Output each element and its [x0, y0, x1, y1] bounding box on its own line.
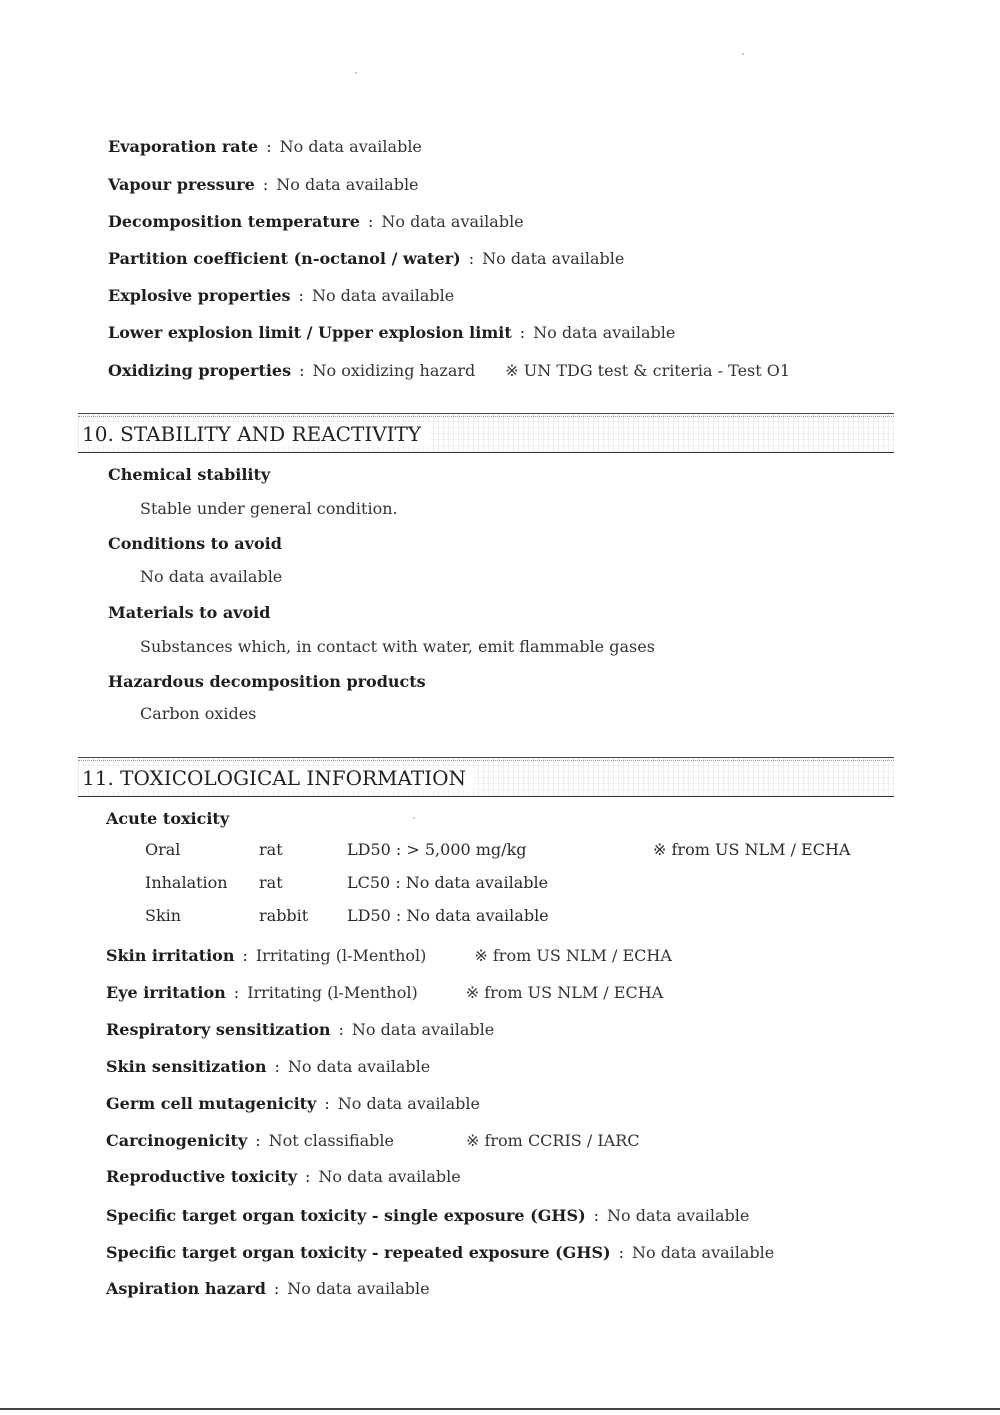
- property-value: No data available: [279, 137, 422, 156]
- property-label: Explosive properties: [108, 286, 291, 305]
- species-cell: rat: [259, 840, 283, 859]
- property-label: Reproductive toxicity: [106, 1167, 298, 1186]
- table-row: [145, 871, 905, 895]
- separator: :: [262, 175, 269, 194]
- decomposition-text: Carbon oxides: [140, 704, 257, 723]
- conditions-heading: Conditions to avoid: [108, 534, 282, 553]
- property-row-germ-cell-mutagenicity: [106, 1094, 480, 1114]
- property-label: Evaporation rate: [108, 137, 259, 156]
- separator: :: [367, 212, 374, 231]
- separator: :: [242, 946, 248, 965]
- property-label: Specific target organ toxicity - repeated exposure (GHS): [106, 1243, 611, 1262]
- stability-text: Stable under general condition.: [140, 499, 398, 518]
- table-row: [145, 904, 905, 928]
- property-value: No data available: [351, 1020, 495, 1039]
- property-row-evaporation-rate: [108, 137, 422, 157]
- separator: :: [324, 1094, 330, 1113]
- species-cell: rat: [259, 873, 283, 892]
- property-value: No data available: [533, 323, 676, 342]
- property-value: No data available: [381, 212, 524, 231]
- property-value: Not classifiable: [268, 1131, 394, 1150]
- property-row-eye-irritation: [106, 983, 663, 1003]
- separator: :: [618, 1243, 624, 1262]
- property-value: No oxidizing hazard: [312, 361, 476, 380]
- acute-toxicity-heading: Acute toxicity: [106, 809, 230, 828]
- property-value: No data available: [287, 1279, 430, 1298]
- separator: :: [233, 983, 240, 1002]
- scan-speck: [413, 817, 415, 819]
- property-row-aspiration-hazard: [106, 1279, 430, 1299]
- source-note: ※ UN TDG test & criteria - Test O1: [505, 361, 791, 380]
- result-cell: LD50 : > 5,000 mg/kg: [347, 840, 527, 859]
- separator: :: [305, 1167, 311, 1186]
- property-label: Specific target organ toxicity - single exposure (GHS): [106, 1206, 586, 1225]
- table-row: [145, 838, 905, 862]
- property-value: No data available: [287, 1057, 431, 1076]
- source-note: ※ from US NLM / ECHA: [465, 983, 664, 1002]
- property-row-partition-coefficient: [108, 249, 624, 269]
- section-title: 10. STABILITY AND REACTIVITY: [82, 422, 429, 446]
- separator: :: [273, 1279, 280, 1298]
- decomposition-heading: Hazardous decomposition products: [108, 672, 426, 691]
- property-label: Decomposition temperature: [108, 212, 360, 231]
- page-bottom-rule: [0, 1408, 1000, 1410]
- property-row-explosive-properties: [108, 286, 454, 306]
- separator: :: [299, 361, 305, 380]
- property-value: Irritating (l-Menthol): [247, 983, 418, 1002]
- source-note: ※ from CCRIS / IARC: [465, 1131, 640, 1150]
- property-label: Aspiration hazard: [106, 1279, 266, 1298]
- property-row-reproductive-toxicity: [106, 1167, 461, 1187]
- property-row-stot-single: [106, 1206, 749, 1226]
- property-label: Germ cell mutagenicity: [106, 1094, 317, 1113]
- section-header-11: [78, 757, 894, 797]
- property-label: Vapour pressure: [108, 175, 255, 194]
- materials-text: Substances which, in contact with water, emit flammable gases: [140, 637, 655, 656]
- separator: :: [266, 137, 272, 156]
- separator: :: [274, 1057, 280, 1076]
- conditions-text: No data available: [140, 567, 283, 586]
- property-label: Partition coefficient (n-octanol / water): [108, 249, 461, 268]
- separator: :: [468, 249, 475, 268]
- stability-heading: Chemical stability: [108, 465, 271, 484]
- route-cell: Skin: [145, 906, 182, 925]
- property-row-stot-repeated: [106, 1243, 774, 1263]
- source-note: ※ from US NLM / ECHA: [474, 946, 672, 965]
- property-value: No data available: [311, 286, 455, 305]
- property-label: Lower explosion limit / Upper explosion limit: [108, 323, 512, 342]
- separator: :: [593, 1206, 600, 1225]
- scan-speck: [355, 72, 357, 74]
- separator: :: [298, 286, 304, 305]
- property-row-respiratory-sensitization: [106, 1020, 494, 1040]
- property-label: Carcinogenicity: [106, 1131, 248, 1150]
- property-value: No data available: [631, 1243, 775, 1262]
- property-row-skin-irritation: [106, 946, 672, 966]
- property-row-vapour-pressure: [108, 175, 419, 195]
- property-label: Skin irritation: [106, 946, 235, 965]
- source-note: ※ from US NLM / ECHA: [653, 840, 851, 859]
- property-value: No data available: [318, 1167, 461, 1186]
- route-cell: Inhalation: [145, 873, 228, 892]
- property-value: No data available: [276, 175, 419, 194]
- property-value: Irritating (l-Menthol): [255, 946, 427, 965]
- materials-heading: Materials to avoid: [108, 603, 271, 622]
- separator: :: [255, 1131, 261, 1150]
- section-title: 11. TOXICOLOGICAL INFORMATION: [82, 766, 474, 790]
- route-cell: Oral: [145, 840, 181, 859]
- scan-speck: [742, 53, 744, 55]
- property-label: Skin sensitization: [106, 1057, 267, 1076]
- separator: :: [519, 323, 526, 342]
- property-row-explosion-limits: [108, 323, 675, 343]
- property-row-carcinogenicity: [106, 1131, 639, 1151]
- separator: :: [338, 1020, 344, 1039]
- property-value: No data available: [607, 1206, 750, 1225]
- property-label: Respiratory sensitization: [106, 1020, 331, 1039]
- property-row-decomposition-temperature: [108, 212, 524, 232]
- species-cell: rabbit: [259, 906, 309, 925]
- property-row-skin-sensitization: [106, 1057, 430, 1077]
- property-value: No data available: [337, 1094, 480, 1113]
- property-value: No data available: [482, 249, 625, 268]
- property-label: Oxidizing properties: [108, 361, 292, 380]
- result-cell: LC50 : No data available: [347, 873, 549, 892]
- result-cell: LD50 : No data available: [347, 906, 549, 925]
- property-row-oxidizing-properties: [108, 361, 790, 381]
- property-label: Eye irritation: [106, 983, 226, 1002]
- section-header-10: [78, 413, 894, 453]
